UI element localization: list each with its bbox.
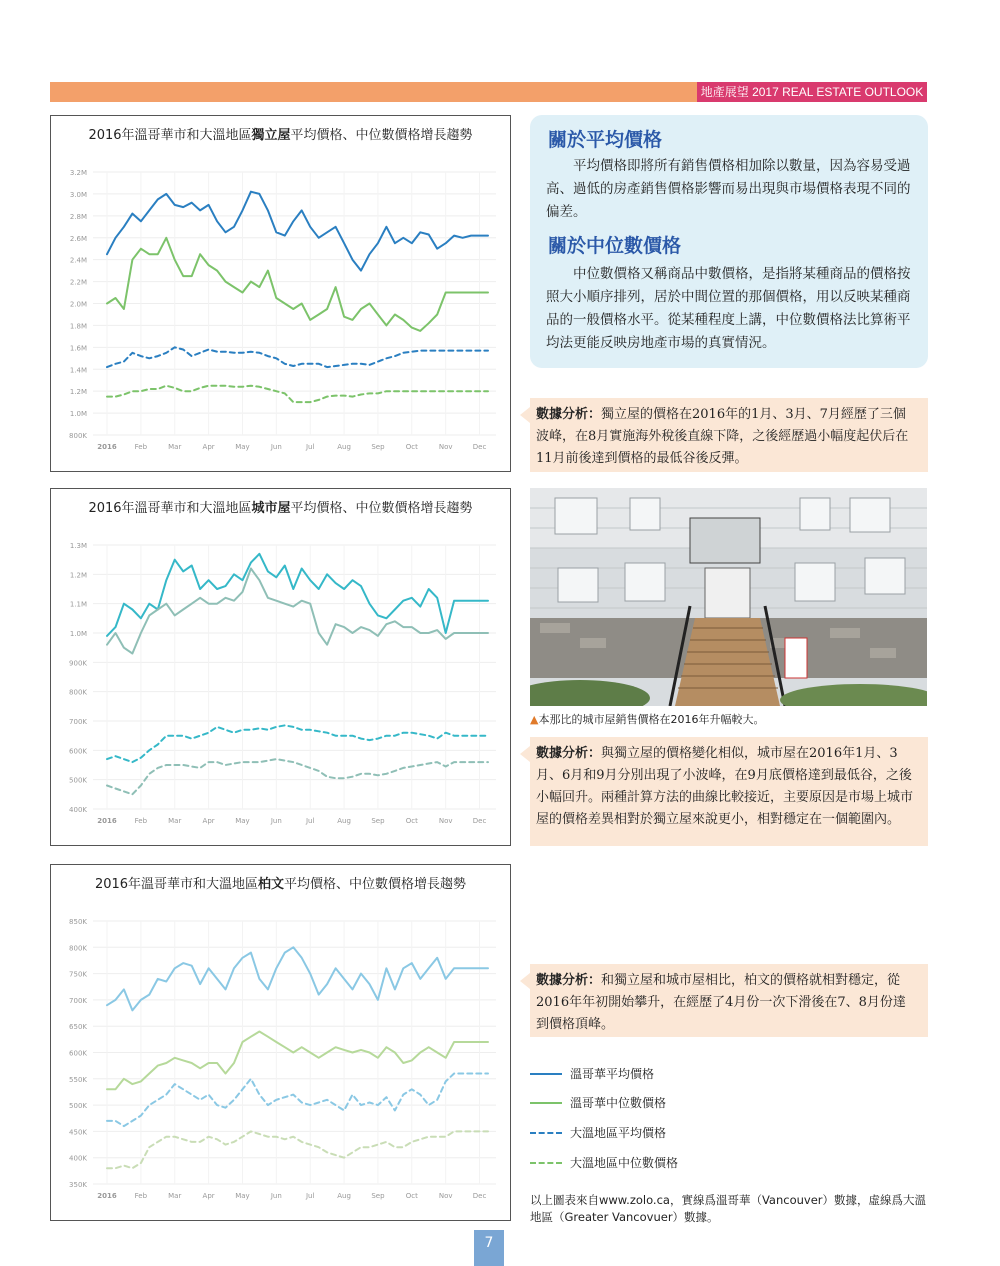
- source-note: 以上圖表來自www.zolo.ca，實線爲溫哥華（Vancouver）數據，虛線爲大溫地區（Greater Vancovuer）數據。: [530, 1193, 927, 1224]
- y-tick-label: 800K: [69, 688, 87, 697]
- x-tick-label: Jul: [305, 443, 315, 451]
- chart-plot: [51, 865, 510, 1220]
- x-tick-label: Nov: [438, 1192, 453, 1200]
- y-tick-label: 3.0M: [69, 190, 87, 199]
- x-tick-label: Nov: [438, 817, 453, 825]
- y-tick-label: 1.4M: [69, 366, 87, 375]
- series-line: [107, 725, 488, 762]
- series-line: [107, 1131, 488, 1168]
- x-tick-label: Oct: [405, 1192, 418, 1200]
- x-tick-label: Jun: [270, 443, 282, 451]
- y-tick-label: 400K: [69, 806, 87, 814]
- x-tick-label: Mar: [168, 1192, 182, 1200]
- y-tick-label: 600K: [69, 1049, 87, 1058]
- y-tick-label: 1.0M: [69, 410, 87, 419]
- x-tick-label: May: [235, 443, 250, 451]
- header-tag: 地產展望 2017 REAL ESTATE OUTLOOK: [697, 82, 927, 102]
- series-line: [107, 347, 488, 367]
- page-number: 7: [474, 1230, 504, 1266]
- chart-plot: [51, 489, 510, 845]
- y-tick-label: 550K: [69, 1075, 87, 1084]
- x-tick-label: 2016: [97, 817, 117, 825]
- y-tick-label: 3.2M: [69, 169, 87, 177]
- chart-plot: [51, 116, 510, 471]
- x-tick-label: May: [235, 817, 250, 825]
- x-tick-label: Nov: [438, 443, 453, 451]
- y-tick-label: 600K: [69, 747, 87, 756]
- x-tick-label: Sep: [371, 443, 385, 451]
- x-tick-label: Jul: [305, 817, 315, 825]
- series-line: [107, 192, 488, 271]
- y-tick-label: 700K: [69, 718, 87, 726]
- x-tick-label: Feb: [134, 443, 148, 451]
- y-tick-label: 400K: [69, 1154, 87, 1163]
- y-tick-label: 2.2M: [69, 278, 87, 287]
- y-tick-label: 1.6M: [69, 344, 87, 353]
- x-tick-label: Jun: [270, 1192, 282, 1200]
- y-tick-label: 1.8M: [69, 322, 87, 331]
- y-tick-label: 1.1M: [69, 600, 87, 609]
- y-tick-label: 750K: [69, 970, 87, 979]
- analysis-pointer: [520, 973, 530, 989]
- series-line: [107, 554, 488, 636]
- x-tick-label: Oct: [405, 817, 418, 825]
- series-line: [107, 386, 488, 402]
- legend-swatch: [530, 1102, 562, 1104]
- y-tick-label: 850K: [69, 918, 87, 926]
- x-tick-label: Mar: [168, 817, 182, 825]
- legend-swatch: [530, 1132, 562, 1134]
- y-tick-label: 2.8M: [69, 212, 87, 221]
- x-tick-label: May: [235, 1192, 250, 1200]
- x-tick-label: 2016: [97, 443, 117, 451]
- y-tick-label: 1.3M: [69, 542, 87, 550]
- analysis-pointer: [520, 407, 530, 423]
- series-line: [107, 759, 488, 794]
- x-tick-label: Aug: [337, 443, 351, 451]
- x-tick-label: Mar: [168, 443, 182, 451]
- y-tick-label: 350K: [69, 1181, 87, 1189]
- y-tick-label: 1.2M: [69, 571, 87, 580]
- average-price-text: 平均價格即將所有銷售價格相加除以數量，因為容易受過高、過低的房產銷售價格影響而易出現與市場價格表現不同的偏差。: [546, 158, 911, 220]
- legend-swatch: [530, 1073, 562, 1075]
- y-tick-label: 900K: [69, 659, 87, 668]
- y-tick-label: 800K: [69, 432, 87, 440]
- detached-house-chart: [50, 115, 511, 472]
- legend-swatch: [530, 1162, 562, 1164]
- x-tick-label: Sep: [371, 817, 385, 825]
- y-tick-label: 1.2M: [69, 388, 87, 397]
- series-line: [107, 1074, 488, 1127]
- y-tick-label: 2.4M: [69, 256, 87, 265]
- x-tick-label: Feb: [134, 1192, 148, 1200]
- series-line: [107, 238, 488, 331]
- x-tick-label: Aug: [337, 817, 351, 825]
- x-tick-label: Apr: [202, 443, 215, 451]
- photo-caption: ▲本那比的城市屋銷售價格在2016年升幅較大。: [530, 713, 765, 726]
- x-tick-label: Sep: [371, 1192, 385, 1200]
- series-line: [107, 1032, 488, 1090]
- median-price-text: 中位數價格又稱商品中數價格，是指將某種商品的價格按照大小順序排列，居於中間位置的那個價格，用以反映某種商品的一般價格水平。從某種程度上講，中位數價格法比算術平均法更能反映房地產市場的真實情況。: [546, 266, 911, 351]
- definitions-box: [530, 115, 928, 368]
- average-price-heading: 關於平均價格: [548, 129, 663, 151]
- apartment-chart: [50, 864, 511, 1221]
- y-tick-label: 2.6M: [69, 234, 87, 243]
- analysis-apartment: 數據分析：和獨立屋和城市屋相比，柏文的價格就相對穩定，從2016年年初開始攀升，在經歷了4月份一次下滑後在7、8月份達到價格頂峰。: [530, 964, 928, 1037]
- x-tick-label: Apr: [202, 1192, 215, 1200]
- townhouse-chart: [50, 488, 511, 846]
- x-tick-label: Aug: [337, 1192, 351, 1200]
- x-tick-label: Jun: [270, 817, 282, 825]
- y-tick-label: 450K: [69, 1128, 87, 1137]
- y-tick-label: 500K: [69, 776, 87, 785]
- y-tick-label: 800K: [69, 944, 87, 953]
- townhouse-photo: [530, 488, 927, 706]
- y-tick-label: 500K: [69, 1102, 87, 1111]
- x-tick-label: Feb: [134, 817, 148, 825]
- analysis-detached: 數據分析：獨立屋的價格在2016年的1月、3月、7月經歷了三個波峰，在8月實施海外稅後直線下降，之後經歷過小幅度起伏后在11月前後達到價格的最低谷後反彈。: [530, 398, 928, 472]
- x-tick-label: Jul: [305, 1192, 315, 1200]
- chart-title: 2016年溫哥華市和大溫地區柏文平均價格、中位數價格增長趨勢: [94, 877, 467, 892]
- x-tick-label: Dec: [472, 1192, 487, 1200]
- y-tick-label: 700K: [69, 996, 87, 1005]
- y-tick-label: 2.0M: [69, 300, 87, 309]
- chart-title: 2016年溫哥華市和大溫地區城市屋平均價格、中位數價格增長趨勢: [88, 501, 473, 516]
- x-tick-label: Apr: [202, 817, 215, 825]
- analysis-pointer: [520, 746, 530, 762]
- x-tick-label: Dec: [472, 443, 487, 451]
- y-tick-label: 650K: [69, 1023, 87, 1032]
- analysis-townhouse: 數據分析：與獨立屋的價格變化相似，城市屋在2016年1月、3月、6月和9月分別出現了小波峰，在9月底價格達到最低谷，之後小幅回升。兩種計算方法的曲線比較接近，主要原因是市場上城市屋的價格差異相對於獨立屋來說更小，相對穩定在一個範圍內。: [530, 737, 928, 846]
- series-line: [107, 947, 488, 1010]
- x-tick-label: Dec: [472, 817, 487, 825]
- chart-title: 2016年溫哥華市和大溫地區獨立屋平均價格、中位數價格增長趨勢: [88, 128, 473, 143]
- median-price-heading: 關於中位數價格: [548, 235, 682, 257]
- y-tick-label: 1.0M: [69, 630, 87, 638]
- x-tick-label: 2016: [97, 1192, 117, 1200]
- x-tick-label: Oct: [405, 443, 418, 451]
